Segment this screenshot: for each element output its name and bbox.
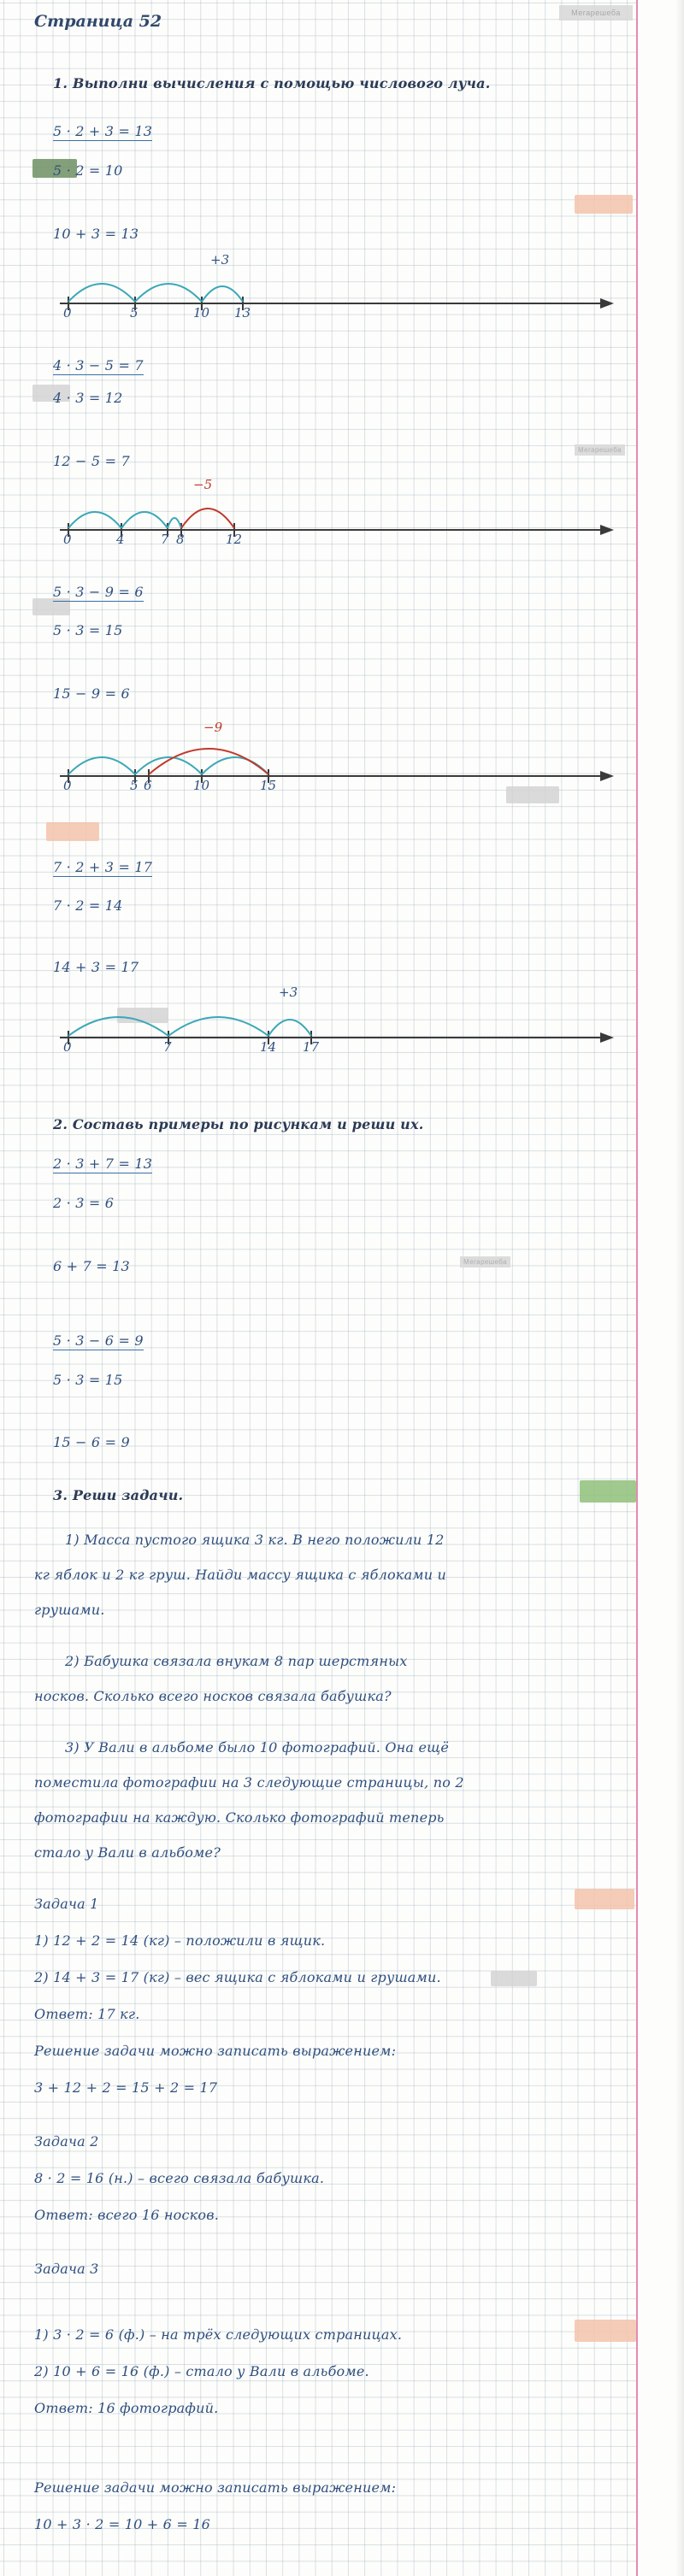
- solution-1-heading: Задача 1: [34, 1896, 99, 1912]
- task-2-item-1-answer: 2 · 3 + 7 = 13: [53, 1156, 153, 1172]
- scan-blotch: [575, 195, 633, 214]
- solution-1-line-5: 3 + 12 + 2 = 15 + 2 = 17: [34, 2079, 218, 2096]
- task-3-problem-3-line-2: поместила фотографии на 3 следующие страницы, по 2: [34, 1774, 464, 1791]
- task-1-item-1-answer: 5 · 2 + 3 = 13: [53, 123, 153, 139]
- solution-3-line-1: 1) 3 · 2 = 6 (ф.) – на трёх следующих страницах.: [34, 2326, 403, 2343]
- number-line-4-tick-0: 0: [63, 1039, 72, 1055]
- number-line-1-tick-0: 0: [63, 305, 72, 321]
- task-3-problem-3-line-1: 3) У Вали в альбоме было 10 фотографий. Она ещё: [65, 1739, 450, 1756]
- scan-blotch: [575, 2320, 636, 2342]
- task-2-item-1-step-2: 6 + 7 = 13: [53, 1258, 130, 1274]
- number-line-4-arc-label: +3: [279, 985, 298, 1000]
- solution-1-line-1: 1) 12 + 2 = 14 (кг) – положили в ящик.: [34, 1932, 326, 1949]
- number-line-4: [53, 985, 617, 1055]
- number-line-1-tick-2: 10: [193, 305, 210, 321]
- watermark-small: Мегарешеба: [575, 444, 625, 456]
- number-line-1-tick-1: 5: [130, 305, 139, 321]
- number-line-2-tick-4: 12: [226, 532, 243, 547]
- number-line-4-tick-1: 7: [163, 1039, 172, 1055]
- task-3-problem-3-line-3: фотографии на каждую. Сколько фотографий теперь: [34, 1809, 445, 1826]
- task-1-title: 1. Выполни вычисления с помощью числового луча.: [53, 75, 491, 91]
- solution-2-heading: Задача 2: [34, 2133, 99, 2150]
- task-1-item-1-step-1: 5 · 2 = 10: [53, 162, 123, 179]
- scan-blotch: [580, 1480, 636, 1503]
- number-line-3-tick-0: 0: [63, 778, 72, 793]
- solution-3-line-4: Решение задачи можно записать выражением:: [34, 2479, 397, 2496]
- watermark-small: Мегарешеба: [460, 1256, 510, 1267]
- task-1-item-2-answer: 4 · 3 − 5 = 7: [53, 357, 144, 373]
- task-2-item-2-step-1: 5 · 3 = 15: [53, 1372, 123, 1388]
- solution-3-line-2: 2) 10 + 6 = 16 (ф.) – стало у Вали в альбоме.: [34, 2363, 369, 2379]
- number-line-1: [53, 252, 617, 321]
- number-line-3-tick-1: 5: [130, 778, 139, 793]
- number-line-3-tick-4: 15: [260, 778, 277, 793]
- task-1-item-2-step-1: 4 · 3 = 12: [53, 390, 123, 406]
- scan-blotch: [491, 1971, 537, 1986]
- solution-3-heading: Задача 3: [34, 2261, 99, 2277]
- page-title: Страница 52: [34, 12, 162, 31]
- number-line-3-tick-2: 6: [144, 778, 152, 793]
- scan-blotch: [575, 1889, 634, 1909]
- number-line-1-arc-label: +3: [210, 252, 230, 268]
- task-3-problem-2-line-1: 2) Бабушка связала внукам 8 пар шерстяных: [65, 1653, 408, 1669]
- number-line-2-arc-label: −5: [193, 477, 213, 492]
- task-2-item-2-step-2: 15 − 6 = 9: [53, 1434, 130, 1450]
- number-line-4-tick-2: 14: [260, 1039, 277, 1055]
- task-2-item-2-answer: 5 · 3 − 6 = 9: [53, 1332, 144, 1349]
- solution-3-line-5: 10 + 3 · 2 = 10 + 6 = 16: [34, 2516, 210, 2532]
- solution-1-line-2: 2) 14 + 3 = 17 (кг) – вес ящика с яблоками и грушами.: [34, 1969, 441, 1985]
- task-1-item-4-step-1: 7 · 2 = 14: [53, 897, 123, 914]
- number-line-2-tick-3: 8: [176, 532, 185, 547]
- task-2-item-1-step-1: 2 · 3 = 6: [53, 1195, 115, 1211]
- number-line-1-tick-3: 13: [234, 305, 251, 321]
- solution-1-line-4: Решение задачи можно записать выражением:: [34, 2043, 397, 2059]
- page-edge-shadow: [675, 0, 684, 2576]
- number-line-2: [53, 477, 617, 547]
- task-1-item-2-step-2: 12 − 5 = 7: [53, 453, 130, 469]
- task-3-problem-1-line-2: кг яблок и 2 кг груш. Найди массу ящика с яблоками и: [34, 1567, 447, 1583]
- number-line-2-tick-0: 0: [63, 532, 72, 547]
- solution-2-line-2: Ответ: всего 16 носков.: [34, 2207, 220, 2223]
- task-3-problem-1-line-3: грушами.: [34, 1602, 105, 1618]
- task-3-problem-1-line-1: 1) Масса пустого ящика 3 кг. В него положили 12: [65, 1532, 445, 1548]
- number-line-3-tick-3: 10: [193, 778, 210, 793]
- margin-rule-line: [636, 0, 638, 2576]
- solution-3-line-3: Ответ: 16 фотографий.: [34, 2400, 219, 2416]
- number-line-3-arc-label: −9: [203, 720, 223, 735]
- solution-2-line-1: 8 · 2 = 16 (н.) – всего связала бабушка.: [34, 2170, 325, 2186]
- number-line-3: [53, 720, 617, 793]
- number-line-4-tick-3: 17: [303, 1039, 320, 1055]
- number-line-2-tick-1: 4: [116, 532, 125, 547]
- task-1-item-3-answer: 5 · 3 − 9 = 6: [53, 584, 144, 600]
- task-3-problem-3-line-4: стало у Вали в альбоме?: [34, 1844, 221, 1861]
- task-1-item-4-answer: 7 · 2 + 3 = 17: [53, 859, 153, 875]
- task-1-item-1-step-2: 10 + 3 = 13: [53, 226, 139, 242]
- scan-blotch: [46, 822, 99, 841]
- number-line-2-tick-2: 7: [161, 532, 169, 547]
- task-3-title: 3. Реши задачи.: [53, 1487, 184, 1503]
- task-3-problem-2-line-2: носков. Сколько всего носков связала бабушка?: [34, 1688, 392, 1704]
- watermark-logo: Мегарешеба: [559, 5, 633, 21]
- task-1-item-3-step-1: 5 · 3 = 15: [53, 622, 123, 638]
- task-2-title: 2. Составь примеры по рисункам и реши их.: [53, 1116, 424, 1132]
- task-1-item-3-step-2: 15 − 9 = 6: [53, 685, 130, 702]
- solution-1-line-3: Ответ: 17 кг.: [34, 2006, 140, 2022]
- task-1-item-4-step-2: 14 + 3 = 17: [53, 959, 139, 975]
